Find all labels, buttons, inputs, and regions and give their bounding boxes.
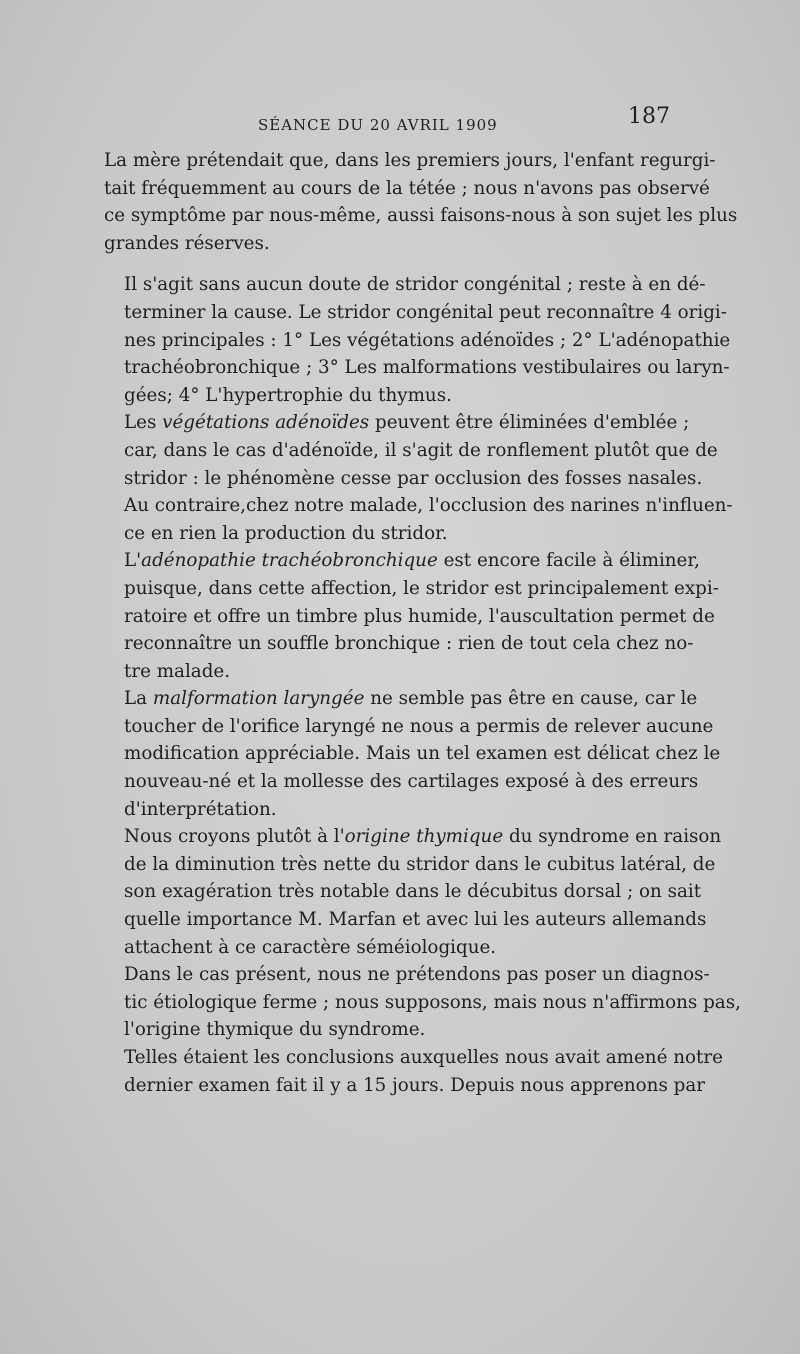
paragraph [104, 547, 719, 685]
italic-term: malformation laryngée [152, 688, 365, 710]
text-line: toucher de l'orifice laryngé ne nous a permis de relever aucune [124, 715, 714, 737]
text-line: son exagération très notable dans le décubitus dorsal ; on sait [124, 881, 702, 903]
text-line: reconnaître un souffle bronchique : rien de tout cela chez no- [124, 633, 694, 655]
paragraph [104, 271, 731, 409]
text-line: tre malade. [124, 660, 231, 682]
page-header [0, 104, 800, 134]
text-line: tait fréquemment au cours de la tétée ; nous n'avons pas observé [104, 177, 710, 199]
text-line: L'adénopathie trachéobronchique est encore facile à éliminer, [124, 550, 700, 572]
paragraph [104, 1044, 723, 1099]
text-line: Il s'agit sans aucun doute de stridor congénital ; reste à en dé- [124, 274, 706, 296]
text-line: attachent à ce caractère séméiologique. [124, 936, 497, 958]
paragraph [104, 409, 733, 547]
text-line: gées; 4° L'hypertrophie du thymus. [124, 384, 452, 406]
text-line: car, dans le cas d'adénoïde, il s'agit de ronflement plutôt que de [124, 439, 718, 461]
text-line: dernier examen fait il y a 15 jours. Depuis nous apprenons par [124, 1074, 705, 1096]
page-number: 187 [628, 104, 670, 129]
italic-term: origine thymique [344, 826, 504, 848]
text-line: de la diminution très nette du stridor dans le cubitus latéral, de [124, 853, 716, 875]
text-line: stridor : le phénomène cesse par occlusion des fosses nasales. [124, 467, 703, 489]
text-line: Les végétations adénoïdes peuvent être éliminées d'emblée ; [124, 412, 690, 434]
paragraph [104, 823, 722, 961]
text-line: Au contraire,chez notre malade, l'occlusion des narines n'influen- [124, 495, 733, 517]
body-text [104, 147, 741, 1099]
text-line: Dans le cas présent, nous ne prétendons pas poser un diagnos- [124, 964, 710, 986]
text-line: d'interprétation. [124, 798, 277, 820]
italic-term: adénopathie trachéobronchique [141, 550, 438, 572]
paragraph [104, 961, 741, 1044]
text-line: tic étiologique ferme ; nous supposons, mais nous n'affirmons pas, [124, 991, 741, 1013]
text-line: La malformation laryngée ne semble pas être en cause, car le [124, 688, 698, 710]
text-line: nouveau-né et la mollesse des cartilages exposé à des erreurs [124, 771, 699, 793]
text-line: Nous croyons plutôt à l'origine thymique du syndrome en raison [124, 826, 722, 848]
text-line: l'origine thymique du syndrome. [124, 1019, 426, 1041]
running-head: SÉANCE DU 20 AVRIL 1909 [258, 116, 498, 134]
text-line: Telles étaient les conclusions auxquelles nous avait amené notre [124, 1047, 723, 1068]
text-line: grandes réserves. [104, 232, 270, 254]
text-line: ratoire et offre un timbre plus humide, l'auscultation permet de [124, 605, 715, 627]
text-line: quelle importance M. Marfan et avec lui les auteurs allemands [124, 909, 707, 931]
text-line: modification appréciable. Mais un tel examen est délicat chez le [124, 743, 721, 765]
italic-term: végétations adénoïdes [162, 412, 370, 434]
text-line: puisque, dans cette affection, le stridor est principalement expi- [124, 577, 719, 599]
paragraph [104, 685, 721, 823]
text-line: ce symptôme par nous-même, aussi faisons-nous à son sujet les plus [104, 205, 738, 227]
text-line: trachéobronchique ; 3° Les malformations vestibulaires ou laryn- [124, 357, 730, 379]
text-line: nes principales : 1° Les végétations adénoïdes ; 2° L'adénopathie [124, 329, 731, 351]
text-line: terminer la cause. Le stridor congénital peut reconnaître 4 origi- [124, 301, 727, 323]
paragraph [104, 147, 738, 257]
text-line: ce en rien la production du stridor. [124, 522, 448, 544]
text-line: La mère prétendait que, dans les premiers jours, l'enfant regurgi- [104, 150, 716, 171]
